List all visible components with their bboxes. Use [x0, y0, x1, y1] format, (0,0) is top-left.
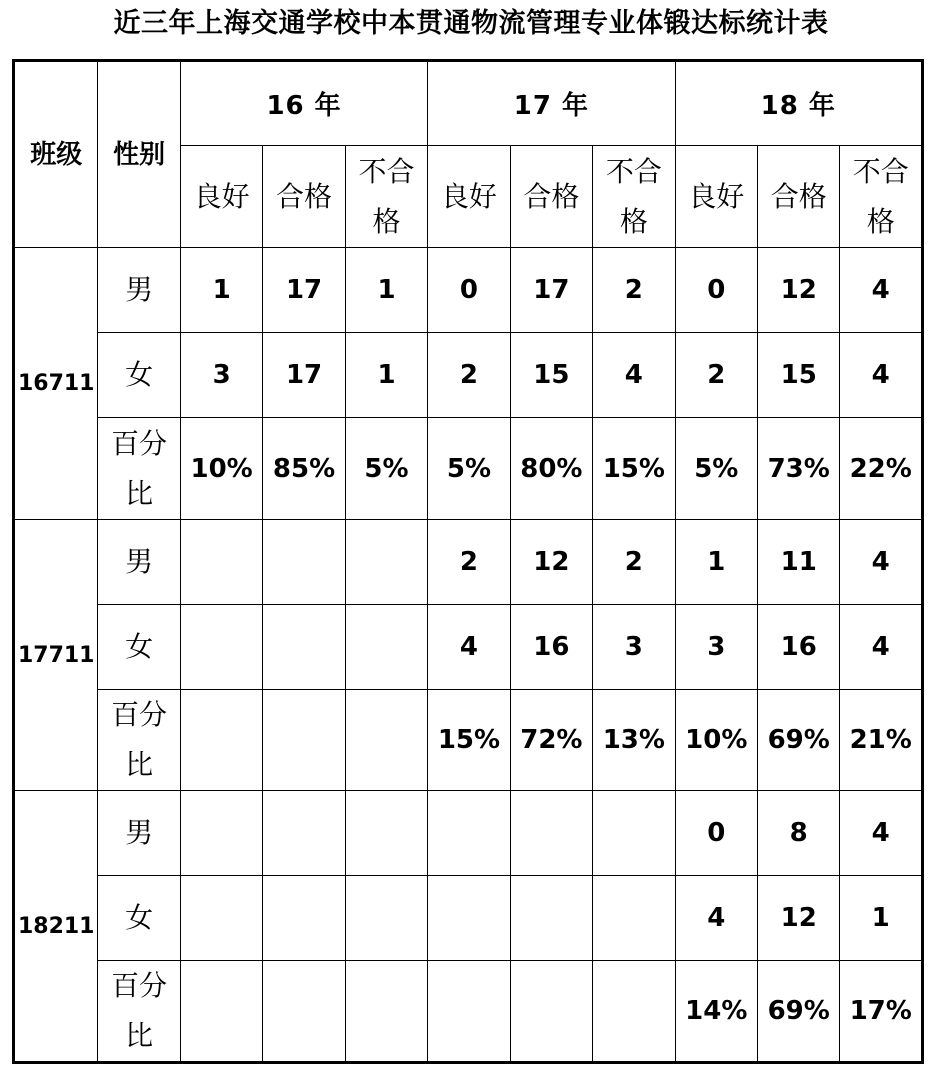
count-cell	[180, 520, 262, 605]
percent-cell: 69%	[757, 690, 839, 791]
table-row	[14, 605, 923, 690]
count-cell: 17	[263, 333, 345, 418]
count-cell: 1	[345, 333, 427, 418]
percent-cell	[263, 690, 345, 791]
count-cell: 16	[510, 605, 592, 690]
count-cell	[345, 520, 427, 605]
count-cell	[263, 605, 345, 690]
row-label-cell: 男	[98, 791, 180, 876]
count-cell	[593, 876, 675, 961]
row-label-cell: 百分比	[98, 418, 180, 520]
count-cell: 15	[510, 333, 592, 418]
percent-cell	[263, 961, 345, 1063]
count-cell	[428, 876, 510, 961]
count-cell: 3	[593, 605, 675, 690]
count-cell: 2	[675, 333, 757, 418]
count-cell	[345, 791, 427, 876]
percent-cell: 15%	[593, 418, 675, 520]
count-cell: 15	[757, 333, 839, 418]
percent-cell: 5%	[428, 418, 510, 520]
header-pass-17: 合格	[510, 146, 592, 248]
table-row	[14, 248, 923, 333]
count-cell: 2	[593, 248, 675, 333]
header-fail-16: 不合格	[345, 146, 427, 248]
header-pass-18: 合格	[757, 146, 839, 248]
header-gender: 性别	[98, 61, 180, 248]
percent-cell: 10%	[180, 418, 262, 520]
count-cell: 4	[428, 605, 510, 690]
header-good-16: 良好	[180, 146, 262, 248]
count-cell: 12	[757, 876, 839, 961]
percent-cell	[180, 961, 262, 1063]
count-cell: 0	[675, 248, 757, 333]
count-cell: 1	[180, 248, 262, 333]
row-label-cell: 女	[98, 333, 180, 418]
header-year-18: 18 年	[675, 61, 922, 146]
stats-table	[12, 59, 924, 1064]
count-cell: 1	[840, 876, 923, 961]
count-cell: 1	[345, 248, 427, 333]
class-name-cell: 16711	[14, 248, 98, 520]
header-good-18: 良好	[675, 146, 757, 248]
percent-cell	[428, 961, 510, 1063]
count-cell: 0	[428, 248, 510, 333]
count-cell: 8	[757, 791, 839, 876]
row-label-cell: 男	[98, 248, 180, 333]
count-cell: 12	[510, 520, 592, 605]
row-label-cell: 男	[98, 520, 180, 605]
table-row	[14, 333, 923, 418]
page-title: 近三年上海交通学校中本贯通物流管理专业体锻达标统计表	[113, 8, 829, 39]
percent-cell: 5%	[675, 418, 757, 520]
percent-cell: 21%	[840, 690, 923, 791]
percent-cell: 5%	[345, 418, 427, 520]
count-cell: 2	[428, 520, 510, 605]
count-cell: 17	[263, 248, 345, 333]
count-cell	[593, 791, 675, 876]
header-year-17: 17 年	[428, 61, 675, 146]
percent-cell	[180, 690, 262, 791]
percent-cell	[510, 961, 592, 1063]
percent-cell	[593, 961, 675, 1063]
table-row	[14, 961, 923, 1063]
header-row-years	[14, 61, 923, 146]
count-cell: 4	[840, 520, 923, 605]
percent-cell: 22%	[840, 418, 923, 520]
count-cell: 2	[593, 520, 675, 605]
count-cell: 1	[675, 520, 757, 605]
count-cell	[263, 876, 345, 961]
percent-cell: 72%	[510, 690, 592, 791]
count-cell: 0	[675, 791, 757, 876]
header-class: 班级	[14, 61, 98, 248]
percent-cell: 85%	[263, 418, 345, 520]
percent-cell: 13%	[593, 690, 675, 791]
count-cell: 4	[840, 333, 923, 418]
row-label-cell: 百分比	[98, 961, 180, 1063]
count-cell: 4	[840, 605, 923, 690]
count-cell	[180, 605, 262, 690]
table-row	[14, 791, 923, 876]
percent-cell: 14%	[675, 961, 757, 1063]
count-cell: 3	[675, 605, 757, 690]
count-cell: 2	[428, 333, 510, 418]
count-cell	[180, 791, 262, 876]
class-name-cell: 17711	[14, 520, 98, 791]
header-fail-17: 不合格	[593, 146, 675, 248]
percent-cell	[345, 690, 427, 791]
table-row	[14, 520, 923, 605]
table-row	[14, 690, 923, 791]
count-cell	[510, 876, 592, 961]
count-cell	[345, 876, 427, 961]
count-cell	[263, 520, 345, 605]
header-year-16: 16 年	[180, 61, 427, 146]
row-label-cell: 女	[98, 605, 180, 690]
count-cell: 3	[180, 333, 262, 418]
percent-cell	[345, 961, 427, 1063]
count-cell	[180, 876, 262, 961]
count-cell: 11	[757, 520, 839, 605]
count-cell: 12	[757, 248, 839, 333]
count-cell: 4	[593, 333, 675, 418]
header-good-17: 良好	[428, 146, 510, 248]
count-cell: 4	[675, 876, 757, 961]
header-pass-16: 合格	[263, 146, 345, 248]
percent-cell: 73%	[757, 418, 839, 520]
table-row	[14, 876, 923, 961]
count-cell: 4	[840, 791, 923, 876]
percent-cell: 17%	[840, 961, 923, 1063]
percent-cell: 15%	[428, 690, 510, 791]
count-cell	[345, 605, 427, 690]
count-cell	[510, 791, 592, 876]
count-cell	[428, 791, 510, 876]
class-name-cell: 18211	[14, 791, 98, 1063]
row-label-cell: 百分比	[98, 690, 180, 791]
header-fail-18: 不合格	[840, 146, 923, 248]
count-cell: 17	[510, 248, 592, 333]
count-cell	[263, 791, 345, 876]
percent-cell: 10%	[675, 690, 757, 791]
row-label-cell: 女	[98, 876, 180, 961]
percent-cell: 69%	[757, 961, 839, 1063]
table-row	[14, 418, 923, 520]
count-cell: 4	[840, 248, 923, 333]
count-cell: 16	[757, 605, 839, 690]
percent-cell: 80%	[510, 418, 592, 520]
